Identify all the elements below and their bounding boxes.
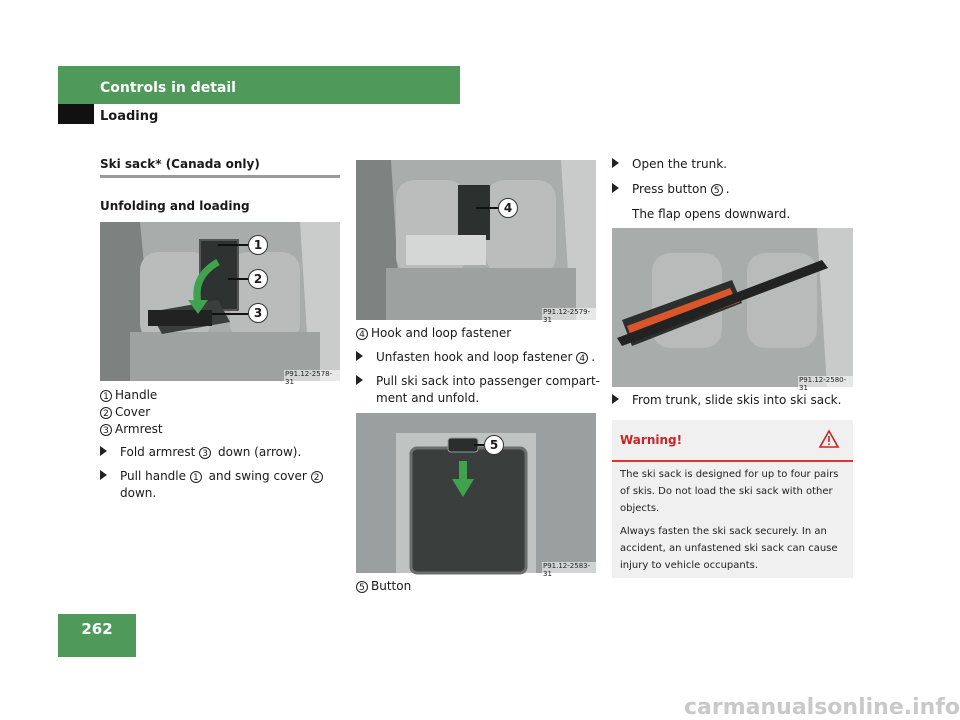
- warning-box: [612, 420, 853, 578]
- figure-fastener-drawing: [356, 160, 596, 320]
- bullet-arrow-icon: [356, 375, 363, 385]
- figure-code: P91.12-2578-31: [284, 370, 340, 386]
- callout-2: 2: [248, 269, 268, 289]
- legend-item: 2 Cover: [100, 404, 150, 420]
- warning-para-1: The ski sack is designed for up to four pairs of skis. Do not load the ski sack with other objects.: [620, 469, 839, 514]
- chapter-title: Controls in detail: [100, 80, 236, 96]
- figure-ski-sack-drawing: [612, 228, 853, 387]
- callout-leader-1: [218, 244, 248, 246]
- callout-leader-5: [474, 444, 484, 446]
- figure-fastener: [356, 160, 596, 324]
- legend-item: 4 Hook and loop fastener: [356, 325, 511, 341]
- bullet-arrow-icon: [612, 158, 619, 168]
- callout-1: 1: [248, 235, 268, 255]
- figure-code: P91.12-2579-31: [542, 308, 596, 324]
- step-fold-armrest: Fold armrest 3 down (arrow).: [100, 444, 360, 461]
- callout-3: 3: [248, 303, 268, 323]
- callout-leader-3: [212, 313, 248, 315]
- step-press-button: Press button 5 .: [612, 181, 873, 198]
- legend-item: 1 Handle: [100, 387, 157, 403]
- heading-rule: [100, 175, 340, 178]
- figure-code: P91.12-2583-31: [542, 562, 596, 578]
- step-pull-sack: Pull ski sack into passenger compart- ment and unfold.: [356, 373, 616, 407]
- watermark-footer: carmanualsonline.info: [684, 695, 960, 720]
- figure-code: P91.12-2580-31: [798, 376, 853, 392]
- callout-5: 5: [484, 435, 504, 455]
- step-pull-handle: Pull handle 1 and swing cover 2 down.: [100, 468, 360, 502]
- callout-leader-4: [476, 207, 498, 209]
- section-title: Loading: [100, 109, 159, 124]
- legend-item: 3 Armrest: [100, 421, 163, 437]
- bullet-arrow-icon: [356, 351, 363, 361]
- bullet-arrow-icon: [612, 183, 619, 193]
- unfolding-heading: Unfolding and loading: [100, 199, 250, 213]
- figure-button: [356, 413, 596, 578]
- step-open-trunk: Open the trunk.: [612, 156, 873, 173]
- warning-divider: [612, 460, 853, 462]
- callout-4: 4: [498, 198, 518, 218]
- figure-armrest: [100, 222, 340, 386]
- warning-triangle-icon: [819, 430, 839, 448]
- step-unfasten: Unfasten hook and loop fastener 4 .: [356, 349, 616, 366]
- page-number: 262: [81, 620, 113, 638]
- figure-ski-sack: [612, 228, 853, 392]
- flap-note: The flap opens downward.: [632, 207, 791, 221]
- bullet-arrow-icon: [612, 394, 619, 404]
- legend-item: 5 Button: [356, 578, 411, 594]
- ski-sack-heading: Ski sack* (Canada only): [100, 157, 260, 171]
- step-slide-skis: From trunk, slide skis into ski sack.: [612, 392, 873, 409]
- bullet-arrow-icon: [100, 446, 107, 456]
- warning-title: Warning!: [620, 433, 683, 447]
- callout-leader-2: [228, 278, 248, 280]
- section-tab-marker: [58, 104, 94, 124]
- warning-para-2: Always fasten the ski sack securely. In an accident, an unfastened ski sack can cause injury to vehicle occupants.: [620, 526, 838, 571]
- bullet-arrow-icon: [100, 470, 107, 480]
- figure-button-drawing: [356, 413, 596, 573]
